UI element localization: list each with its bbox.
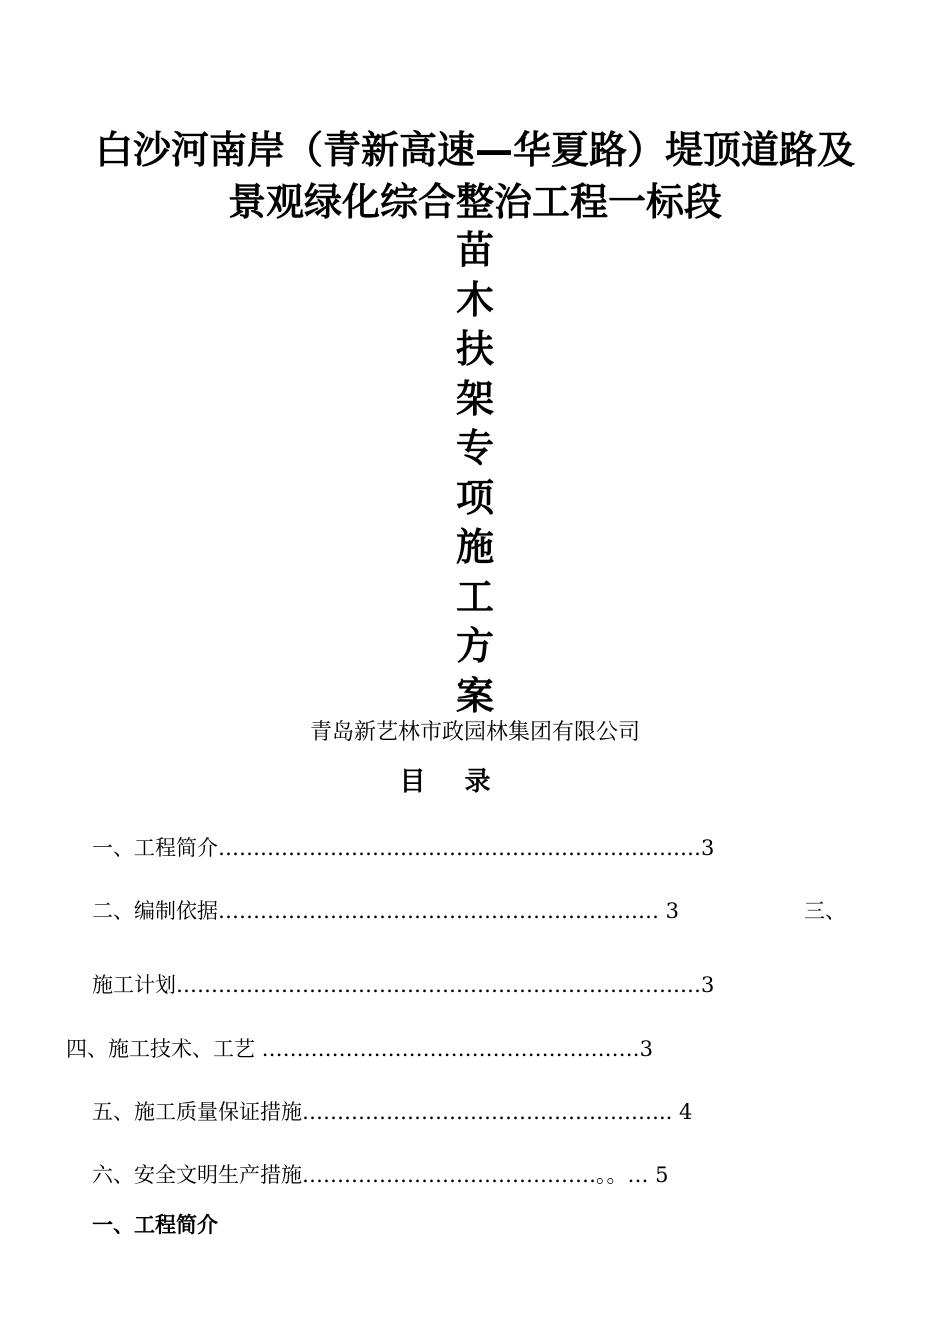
document-title-line-1: 白沙河南岸（青新高速—华夏路）堤顶道路及	[94, 128, 855, 172]
vertical-subtitle-char: 木	[455, 277, 494, 322]
vertical-subtitle-char: 扶	[455, 327, 494, 371]
toc-item: 四、施工技术、工艺 ………………………………………………3	[66, 1037, 654, 1061]
vertical-subtitle-char: 项	[455, 475, 494, 520]
toc-heading: 目 录	[399, 767, 491, 797]
vertical-subtitle-char: 案	[455, 673, 494, 718]
toc-item: 一、工程简介……………………………………………………………3	[92, 836, 715, 860]
toc-item: 二、编制依据……………………………………………………… 3	[92, 899, 680, 923]
vertical-subtitle-char: 工	[455, 574, 494, 619]
toc-item: 六、安全文明生产措施……………………………………。。… 5	[92, 1163, 669, 1187]
vertical-subtitle	[450, 226, 500, 721]
vertical-subtitle-char: 施	[455, 525, 494, 569]
vertical-subtitle-char: 专	[455, 426, 494, 470]
toc-item-prefix: 三、	[804, 899, 846, 923]
vertical-subtitle-char: 苗	[455, 228, 494, 272]
vertical-subtitle-char: 方	[455, 624, 494, 668]
toc-item: 五、施工质量保证措施…………………………………………….. 4	[92, 1100, 693, 1124]
company-name: 青岛新艺林市政园林集团有限公司	[309, 720, 640, 745]
toc-item: 施工计划…………………………………………………………………3	[92, 973, 715, 997]
section-heading: 一、工程简介	[92, 1213, 218, 1237]
document-title-line-2: 景观绿化综合整治工程一标段	[227, 180, 722, 224]
vertical-subtitle-char: 架	[455, 376, 494, 421]
